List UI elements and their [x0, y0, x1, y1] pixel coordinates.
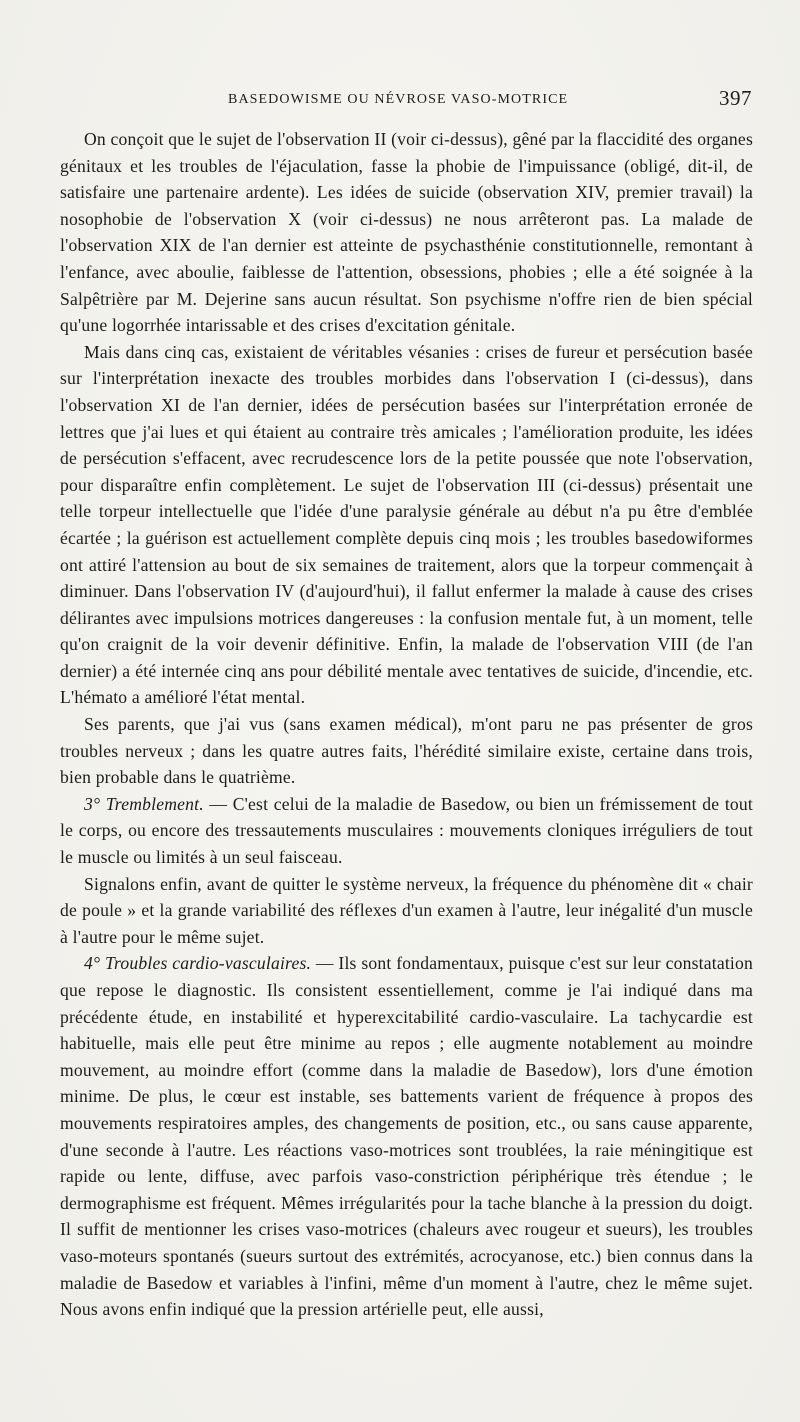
paragraph-text: — C'est celui de la maladie de Basedow, ou bien un frémissement de tout le corps, ou encore des tressautements musculaires : mouvements cloniques irréguliers de tout le muscle ou limités à un seul faisceau.	[60, 793, 753, 868]
paragraph-text: Signalons enfin, avant de quitter le système nerveux, la fréquence du phénomène dit « chair de poule » et la grande variabilité des réflexes d'un examen à l'autre, leur inégalité d'un muscle à l'autre pour le même sujet.	[60, 873, 753, 947]
section-heading-tremblement: 3° Tremblement.	[84, 793, 204, 814]
page-number: 397	[719, 86, 752, 110]
paragraph-cardio-vasculaires	[60, 950, 753, 1322]
paragraph-text: Ses parents, que j'ai vus (sans examen médical), m'ont paru ne pas présenter de gros troubles nerveux ; dans les quatre autres faits, l'hérédité similaire existe, certaine dans trois, bien probable dans le quatrième.	[60, 714, 753, 788]
paragraph-tremblement	[60, 791, 753, 871]
body-text	[60, 126, 753, 1323]
paragraph-vesanies	[60, 339, 753, 711]
paragraph-text: On conçoit que le sujet de l'observation II (voir ci-dessus), gêné par la flaccidité des organes génitaux et les troubles de l'éjaculation, fasse la phobie de l'impuissance (obligé, dit-il, de satisfaire une partenaire ardente). Les idées de suicide (observation XIV, premier travail) la nosophobie de l'observation X (voir ci-dessus) ne nous arrêteront pas. La malade de l'observation XIX de l'an dernier est atteinte de psychasthénie constitutionnelle, remontant à l'enfance, avec aboulie, faiblesse de l'attention, obsessions, phobies ; elle a été soignée à la Salpêtrière par M. Dejerine sans aucun résultat. Son psychisme n'offre rien de bien spécial qu'une logorrhée intarissable et des crises d'excitation génitale.	[60, 129, 753, 336]
paragraph-chair-de-poule	[60, 871, 753, 951]
page-header	[228, 86, 752, 110]
paragraph-text: — Ils sont fondamentaux, puisque c'est sur leur constatation que repose le diagnostic. Ils consistent essentiellement, comme je l'ai indiqué dans ma précédente étude, en instabilité et hyperexcitabilité cardio-vasculaire. La tachycardie est habituelle, mais elle peut être minime au repos ; elle augmente notablement au moindre mouvement, au moindre effort (comme dans la maladie de Basedow), lors d'une émotion minime. De plus, le cœur est instable, ses battements varient de fréquence à propos des mouvements respiratoires amples, des changements de position, etc., ou sans cause apparente, d'une seconde à l'autre. Les réactions vaso-motrices sont troublées, la raie méningitique est rapide ou lente, diffuse, avec parfois vaso-constriction périphérique très étendue ; le dermographisme est fréquent. Mêmes irrégularités pour la tache blanche à la pression du doigt. Il suffit de mentionner les crises vaso-motrices (chaleurs avec rougeur et sueurs), les troubles vaso-moteurs spontanés (sueurs surtout des extrémités, acrocyanose, etc.) bien connus dans la maladie de Basedow et variables à l'infini, même d'un moment à l'autre, chez le même sujet. Nous avons enfin indiqué que la pression artérielle peut, elle aussi,	[60, 953, 753, 1320]
running-title: BASEDOWISME OU NÉVROSE VASO-MOTRICE	[228, 92, 569, 107]
paragraph-text: Mais dans cinq cas, existaient de véritables vésanies : crises de fureur et persécution basée sur l'interprétation inexacte des troubles morbides dans l'observation I (ci-dessus), dans l'observation XI de l'an dernier, idées de persécution basées sur l'interprétation erronée de lettres que j'ai lues et qui étaient au contraire très amicales ; l'amélioration produite, les idées de persécution s'effacent, avec recrudescence lors de la petite poussée que note l'observation, pour disparaître enfin complètement. Le sujet de l'observation III (ci-dessus) présentait une telle torpeur intellectuelle que l'idée d'une paralysie générale au début n'a pu être d'emblée écartée ; la guérison est actuellement complète depuis cinq mois ; les troubles basedowiformes ont attiré l'attension au bout de six semaines de traitement, alors que la torpeur commençait à diminuer. Dans l'observation IV (d'aujourd'hui), il fallut enfermer la malade à cause des crises délirantes avec impulsions motrices dangereuses : la confusion mentale fut, à un moment, telle qu'on craignit de la voir devenir définitive. Enfin, la malade de l'observation VIII (de l'an dernier) a été internée cinq ans pour débilité mentale avec tentatives de suicide, d'incendie, etc. L'hémato a amélioré l'état mental.	[60, 341, 753, 708]
paragraph-heredite	[60, 711, 753, 791]
section-heading-cardio-vasculaires: 4° Troubles cardio-vasculaires.	[84, 953, 312, 974]
paragraph-impuissance	[60, 126, 753, 339]
